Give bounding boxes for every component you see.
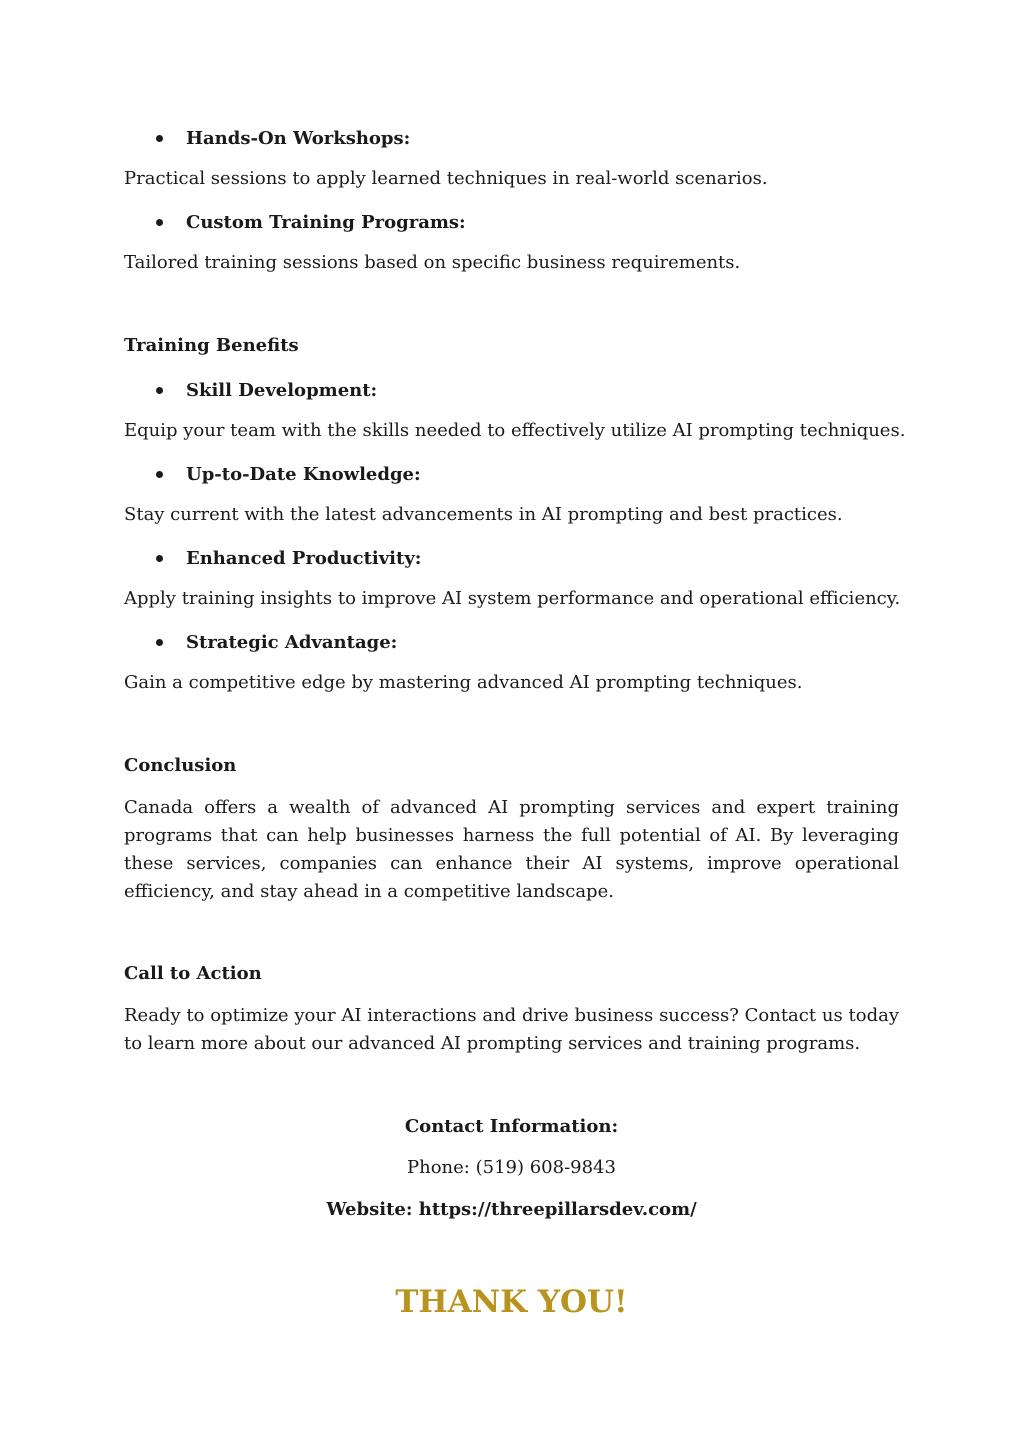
contact-phone: Phone: (519) 608-9843 (407, 1157, 616, 1178)
bullet-label: Custom Training Programs: (186, 211, 466, 233)
contact-heading: Contact Information: (404, 1116, 619, 1137)
bullet-icon (156, 387, 163, 394)
bullet-icon (156, 471, 163, 478)
bullet-label: Enhanced Productivity: (186, 547, 422, 569)
bullet-label: Hands-On Workshops: (186, 127, 411, 149)
bullet-icon (156, 555, 163, 562)
conclusion-paragraph: Canada offers a wealth of advanced AI prompting services and expert training programs that can help businesses harness the full potential of AI. By leveraging these services, companies can enhance their AI systems, improve operational efficiency, and stay ahead in a competitive landscape. (124, 797, 899, 902)
section-heading: Call to Action (124, 963, 262, 984)
bullet-icon (156, 219, 163, 226)
cta-paragraph: Ready to optimize your AI interactions and drive business success? Contact us today to learn more about our advanced AI prompting services and training programs. (124, 1005, 899, 1054)
bullet-label: Strategic Advantage: (186, 631, 398, 653)
bullet-description: Apply training insights to improve AI system performance and operational efficiency. (124, 588, 901, 609)
bullet-description: Gain a competitive edge by mastering advanced AI prompting techniques. (124, 672, 803, 693)
section-heading: Conclusion (124, 755, 237, 776)
bullet-label: Skill Development: (186, 379, 378, 401)
bullet-description: Stay current with the latest advancements in AI prompting and best practices. (124, 504, 843, 525)
bullet-icon (156, 135, 163, 142)
bullet-description: Practical sessions to apply learned techniques in real-world scenarios. (124, 168, 768, 189)
section-heading: Training Benefits (124, 335, 299, 356)
contact-website[interactable]: Website: https://threepillarsdev.com/ (326, 1199, 697, 1220)
thank-you-title: THANK YOU! (395, 1284, 628, 1320)
bullet-icon (156, 639, 163, 646)
bullet-description: Tailored training sessions based on specific business requirements. (124, 252, 741, 273)
bullet-description: Equip your team with the skills needed to effectively utilize AI prompting techniques. (124, 420, 906, 441)
bullet-label: Up-to-Date Knowledge: (186, 463, 421, 485)
